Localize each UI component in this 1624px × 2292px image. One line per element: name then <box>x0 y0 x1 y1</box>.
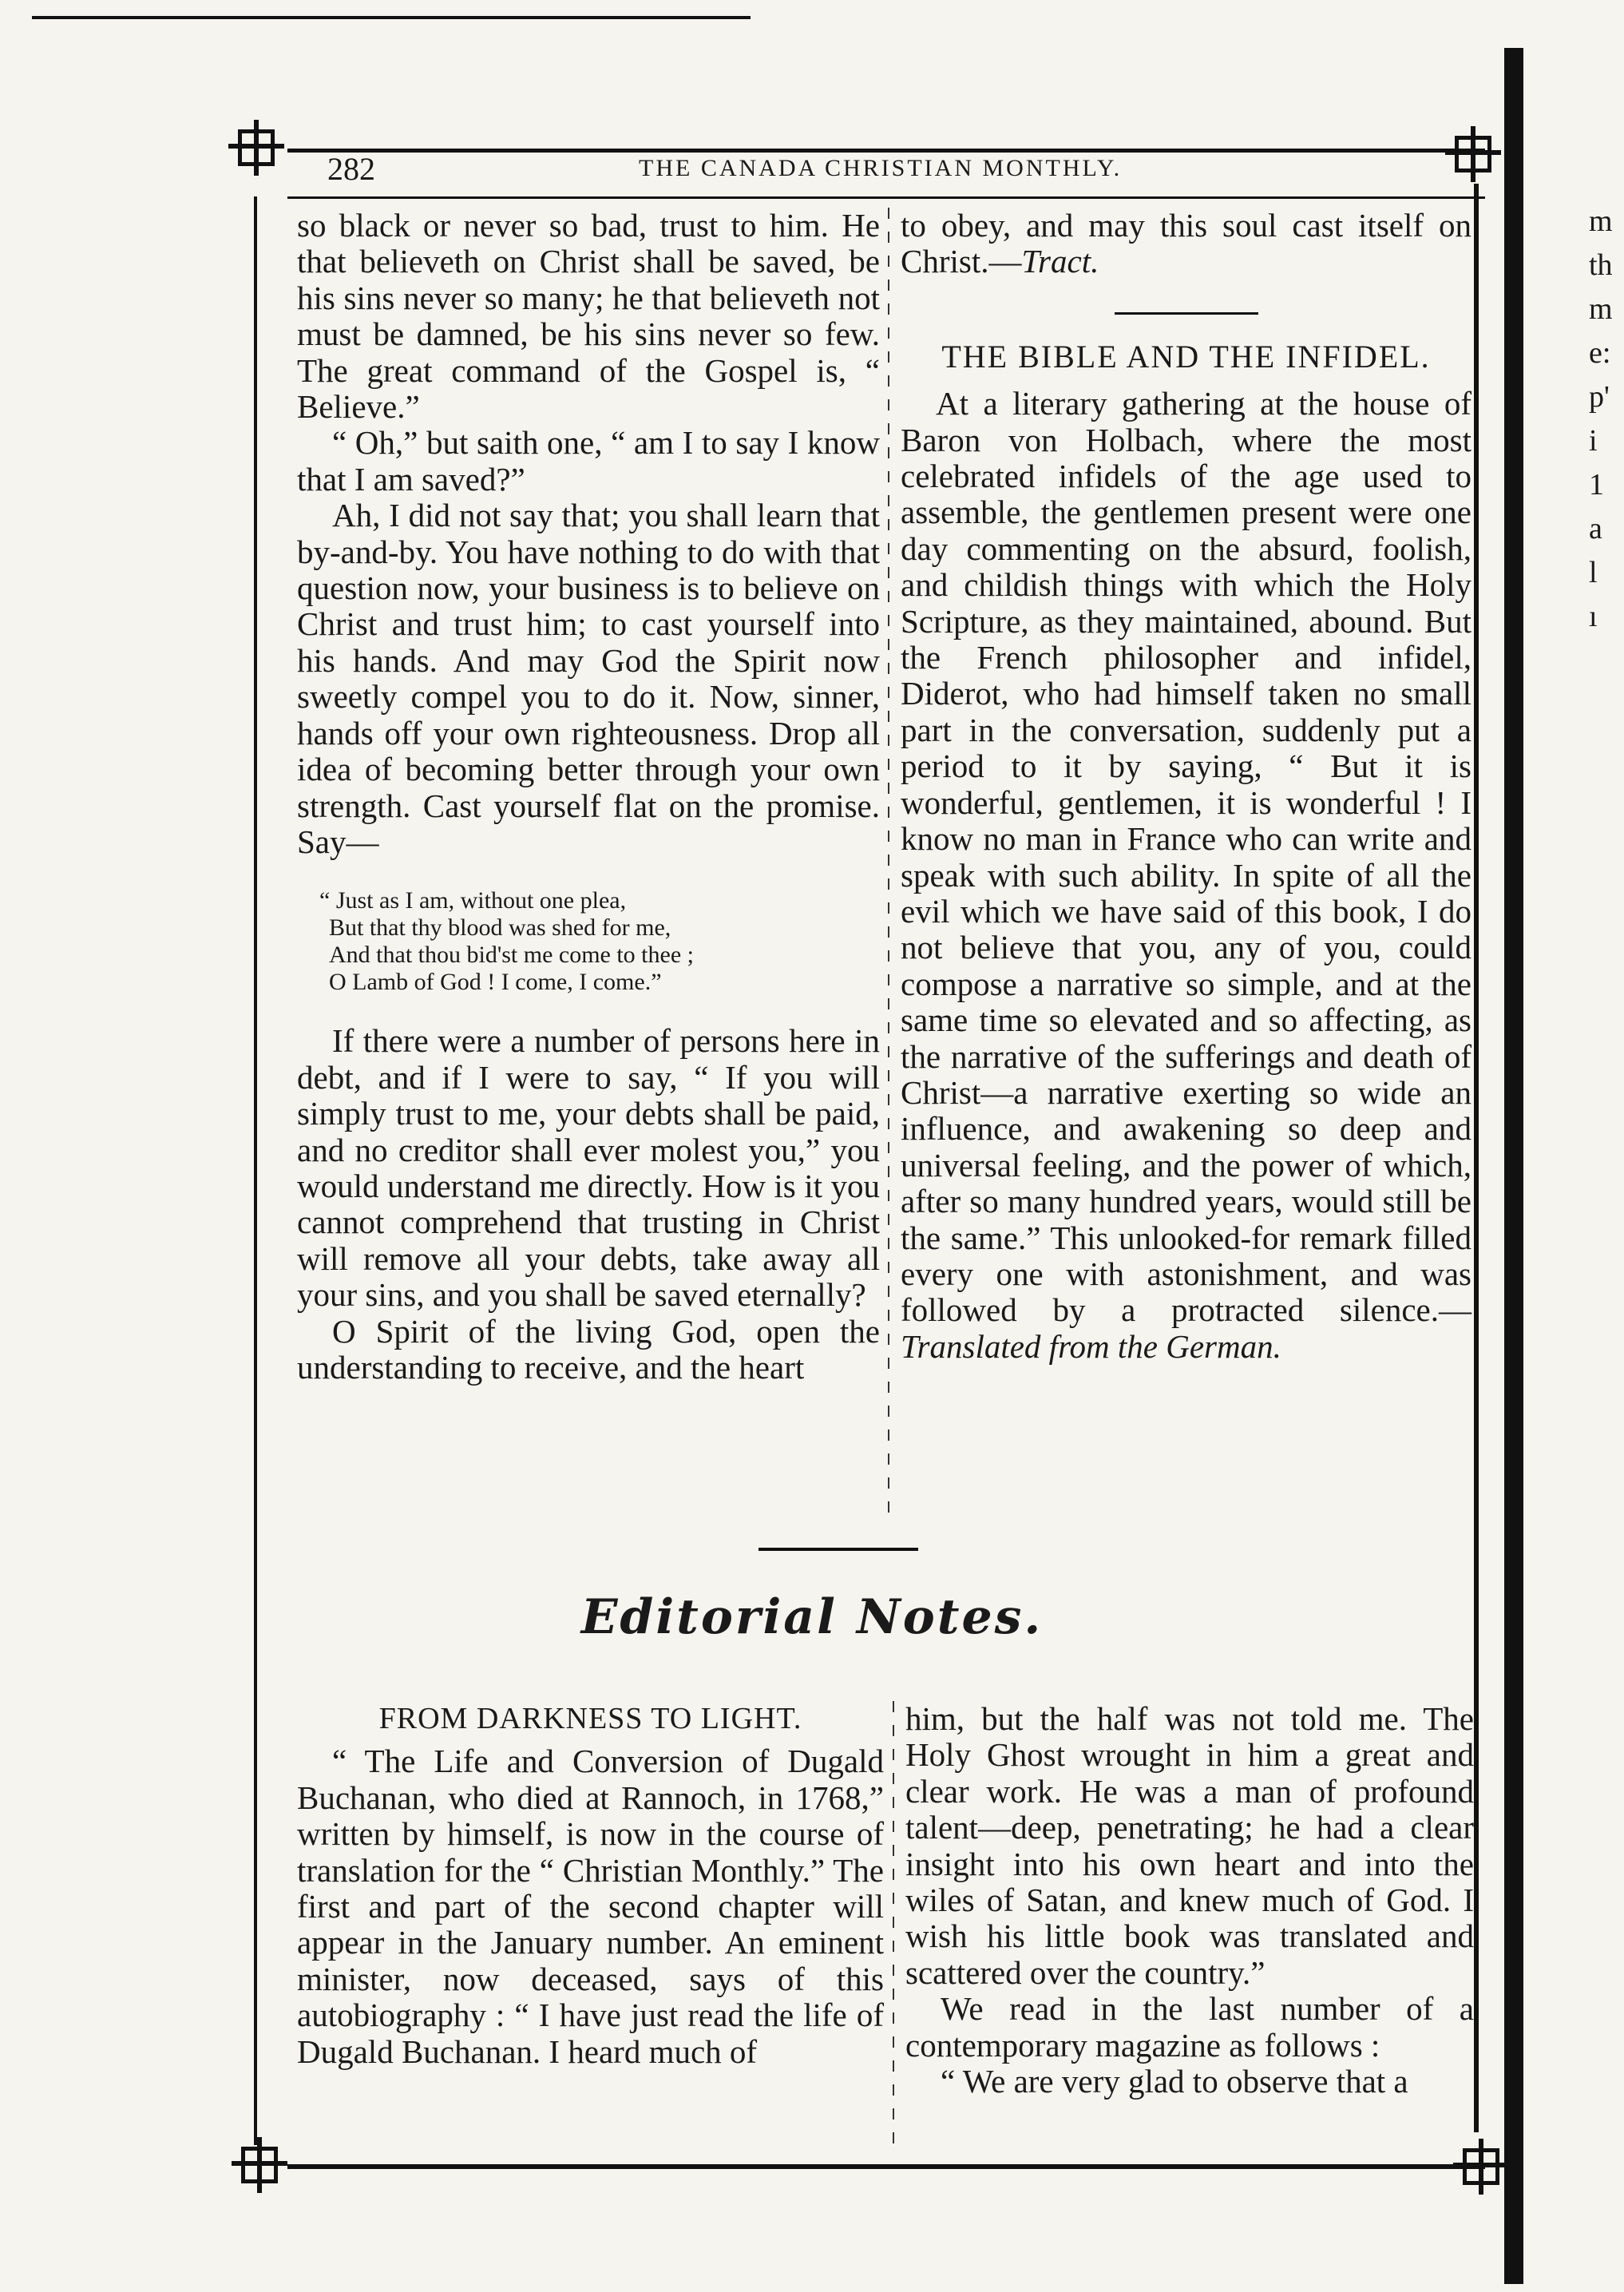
page-number: 282 <box>327 151 375 187</box>
corner-ornament-bottom-left-icon <box>232 2137 287 2193</box>
facing-page-fragment-9: l <box>1589 556 1598 589</box>
right-paragraph-1: to obey, and may this soul cast itself on Christ.—Tract. <box>901 207 1472 280</box>
editorial-right-paragraph-1: him, but the half was not told me. The Holy Ghost wrought in him a great and clear work. He was a man of profound talent—deep, penetrating; he had a clear insight into his own heart and into the wiles of Satan, and knew much of God. I wish his little book was translated and scattered over the country.” <box>905 1700 1474 1991</box>
facing-page-fragment-1: m <box>1589 204 1613 238</box>
left-paragraph-2: “ Oh,” but saith one, “ am I to say I know that I am saved?” <box>297 424 880 498</box>
source-translated: Translated from the German. <box>901 1327 1281 1365</box>
facing-page-fragment-5: p' <box>1589 380 1610 414</box>
left-column <box>297 208 880 1386</box>
right-paragraph-2: At a literary gathering at the house of Baron von Holbach, where the most celebrated infidels of the age used to assemble, the gentlemen present were one day commenting on the absurd, foolish, and childish things with which the Holy Scripture, as they maintained, abound. But the French philosopher and infidel, Diderot, who had himself taken no small part in the conversation, suddenly put a period to it by saying, “ But it is wonderful, gentlemen, it is wonderful ! I know no man in France who can write and speak with such ability. In spite of all the evil which we have said of this book, I do not believe that you, any of you, could compose a narrative so simple, and at the same time so elevated and so affecting, as the narrative of the sufferings and death of Christ—a narrative exerting so wide an influence, and awakening so deep and universal feeling, and the power of which, after so many hundred years, would still be the same.” This unlooked-for remark filled every one with astonishment, and was followed by a protracted silence.—Translated from the German. <box>901 385 1472 1365</box>
facing-page-fragment-2: th <box>1589 248 1613 282</box>
left-paragraph-1: so black or never so bad, trust to him. He that believeth on Christ shall be saved, be his sins never so many; he that believeth not must be damned, be his sins never so few. The great command of the Gospel is, “ Believe.” <box>297 207 880 426</box>
left-paragraph-3: Ah, I did not say that; you shall learn that by-and-by. You have nothing to do with that question now, your business is to believe on Christ and trust him; to cast yourself into his hands. And may God the Spirit now sweetly compel you to do it. Now, sinner, hands off your own righteousness. Drop all idea of becoming better through your own strength. Cast yourself flat on the promise. Say— <box>297 497 880 860</box>
editorial-heading: FROM DARKNESS TO LIGHT. <box>378 1702 802 1735</box>
editorial-right-paragraph-2: We read in the last number of a contemporary magazine as follows : <box>905 1990 1474 2064</box>
corner-ornament-bottom-right-icon <box>1453 2139 1509 2195</box>
corner-ornament-top-right-icon <box>1445 126 1501 182</box>
outer-right-binding <box>1504 48 1523 2284</box>
editorial-right-paragraph-3: “ We are very glad to observe that a <box>941 2063 1408 2100</box>
section-divider <box>1115 312 1258 315</box>
facing-page-fragment-10: ı <box>1589 600 1598 633</box>
editorial-divider <box>759 1548 918 1551</box>
editorial-left-column <box>297 1701 884 2070</box>
hymn-quote <box>319 887 880 996</box>
column-separator-upper <box>888 208 889 1517</box>
hymn-line-3: And that thou bid'st me come to thee ; <box>329 942 694 969</box>
left-paragraph-4: If there were a number of persons here in debt, and if I were to say, “ If you will simply trust to me, your debts shall be paid, and no creditor shall ever molest you,” you would understand me directly. How is it you cannot comprehend that trusting in Christ will remove all your debts, take away all your sins, and you shall be saved eternally? <box>297 1022 880 1314</box>
left-paragraph-5: O Spirit of the living God, open the understanding to receive, and the heart <box>297 1312 880 1386</box>
article-heading: THE BIBLE AND THE INFIDEL. <box>941 338 1431 375</box>
editorial-right-column <box>905 1701 1474 2100</box>
facing-page-fragment-8: a <box>1589 512 1602 545</box>
editorial-title: Editorial Notes. <box>580 1589 1044 1645</box>
header-underline <box>287 196 1485 199</box>
column-separator-lower <box>893 1701 894 2148</box>
bottom-rule <box>287 2164 1485 2169</box>
facing-page-fragment-4: e: <box>1589 336 1611 370</box>
source-tract: Tract. <box>1021 243 1099 280</box>
running-header <box>327 150 1429 193</box>
running-title: THE CANADA CHRISTIAN MONTHLY. <box>639 155 1123 181</box>
left-frame-rule <box>254 196 257 2145</box>
right-column <box>901 208 1472 1365</box>
right-frame-rule <box>1474 184 1479 2132</box>
facing-page-fragment-3: m <box>1589 292 1613 326</box>
hymn-line-1: “ Just as I am, without one plea, <box>319 887 627 914</box>
hymn-line-4: O Lamb of God ! I come, I come.” <box>329 969 662 996</box>
hymn-line-2: But that thy blood was shed for me, <box>329 914 671 942</box>
top-edge-smudge <box>32 16 751 19</box>
corner-ornament-top-left-icon <box>228 120 284 176</box>
editorial-left-paragraph: “ The Life and Conversion of Dugald Buchanan, who died at Rannoch, in 1768,” written by himself, is now in the course of translation for the “ Christian Monthly.” The first and part of the second chapter will appear in the January number. An eminent minister, now deceased, says of this autobiography : “ I have just read the life of Dugald Buchanan. I heard much of <box>297 1743 884 2070</box>
facing-page-fragment-6: i <box>1589 424 1598 458</box>
facing-page-fragment-7: 1 <box>1589 468 1604 502</box>
